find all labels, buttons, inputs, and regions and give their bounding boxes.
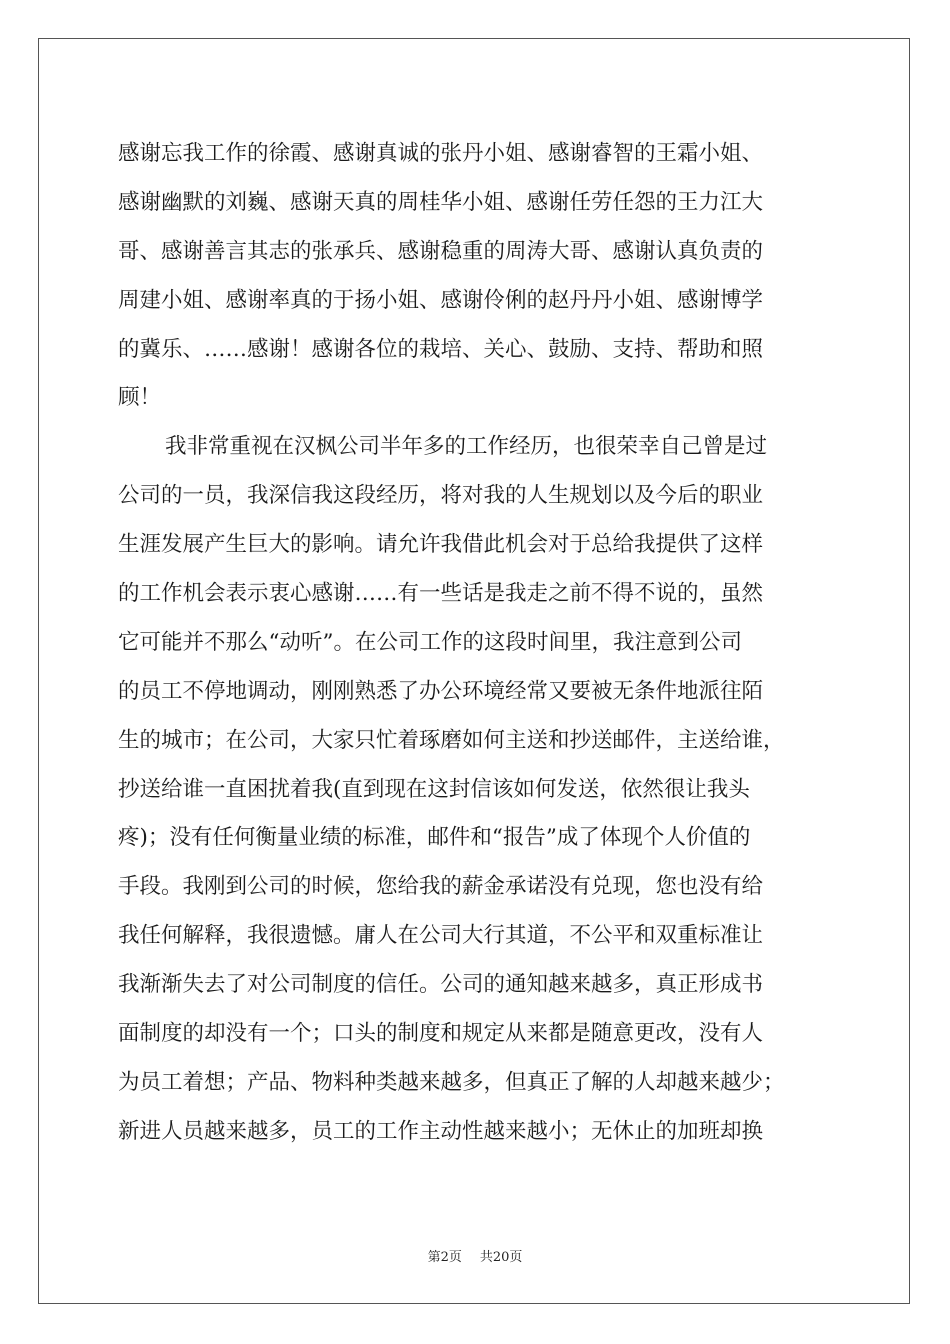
text-line: 的冀乐、……感谢！感谢各位的栽培、关心、鼓励、支持、帮助和照 bbox=[118, 336, 764, 362]
text-line: 哥、感谢善言其志的张承兵、感谢稳重的周涛大哥、感谢认真负责的 bbox=[118, 238, 764, 264]
text-line: 疼)；没有任何衡量业绩的标准，邮件和“报告”成了体现个人价值的 bbox=[118, 825, 751, 851]
text-line: 周建小姐、感谢率真的于扬小姐、感谢伶俐的赵丹丹小姐、感谢博学 bbox=[118, 287, 764, 313]
text-line: 抄送给谁一直困扰着我(直到现在这封信该如何发送，依然很让我头 bbox=[118, 776, 750, 802]
text-line: 生涯发展产生巨大的影响。请允许我借此机会对于总给我提供了这样 bbox=[118, 532, 764, 558]
text-line: 为员工着想；产品、物料种类越来越多，但真正了解的人却越来越少； bbox=[118, 1069, 785, 1095]
text-line: 我渐渐失去了对公司制度的信任。公司的通知越来越多，真正形成书 bbox=[118, 972, 764, 998]
text-line: 公司的一员，我深信我这段经历，将对我的人生规划以及今后的职业 bbox=[118, 483, 764, 509]
document-body bbox=[118, 130, 838, 1157]
text-line: 面制度的却没有一个；口头的制度和规定从来都是随意更改，没有人 bbox=[118, 1021, 764, 1047]
page-footer bbox=[0, 1246, 950, 1265]
text-line: 手段。我刚到公司的时候，您给我的薪金承诺没有兑现，您也没有给 bbox=[118, 874, 764, 900]
current-page-number: 第2页 bbox=[427, 1250, 462, 1265]
text-line: 新进人员越来越多，员工的工作主动性越来越小；无休止的加班却换 bbox=[118, 1118, 764, 1144]
text-line: 我任何解释，我很遗憾。庸人在公司大行其道，不公平和双重标准让 bbox=[118, 923, 764, 949]
total-pages: 共20页 bbox=[479, 1250, 523, 1265]
text-line: 的员工不停地调动，刚刚熟悉了办公环境经常又要被无条件地派往陌 bbox=[118, 678, 764, 704]
text-line: 的工作机会表示衷心感谢……有一些话是我走之前不得不说的，虽然 bbox=[118, 581, 764, 607]
paragraph-start-line: 我非常重视在汉枫公司半年多的工作经历，也很荣幸自己曾是过 bbox=[165, 434, 768, 460]
text-line: 它可能并不那么“动听”。在公司工作的这段时间里，我注意到公司 bbox=[118, 629, 742, 655]
text-line: 生的城市；在公司，大家只忙着琢磨如何主送和抄送邮件，主送给谁， bbox=[118, 727, 785, 753]
text-line: 感谢幽默的刘巍、感谢天真的周桂华小姐、感谢任劳任怨的王力江大 bbox=[118, 189, 764, 215]
text-line: 感谢忘我工作的徐霞、感谢真诚的张丹小姐、感谢睿智的王霜小姐、 bbox=[118, 141, 764, 166]
text-line: 顾！ bbox=[118, 385, 162, 411]
